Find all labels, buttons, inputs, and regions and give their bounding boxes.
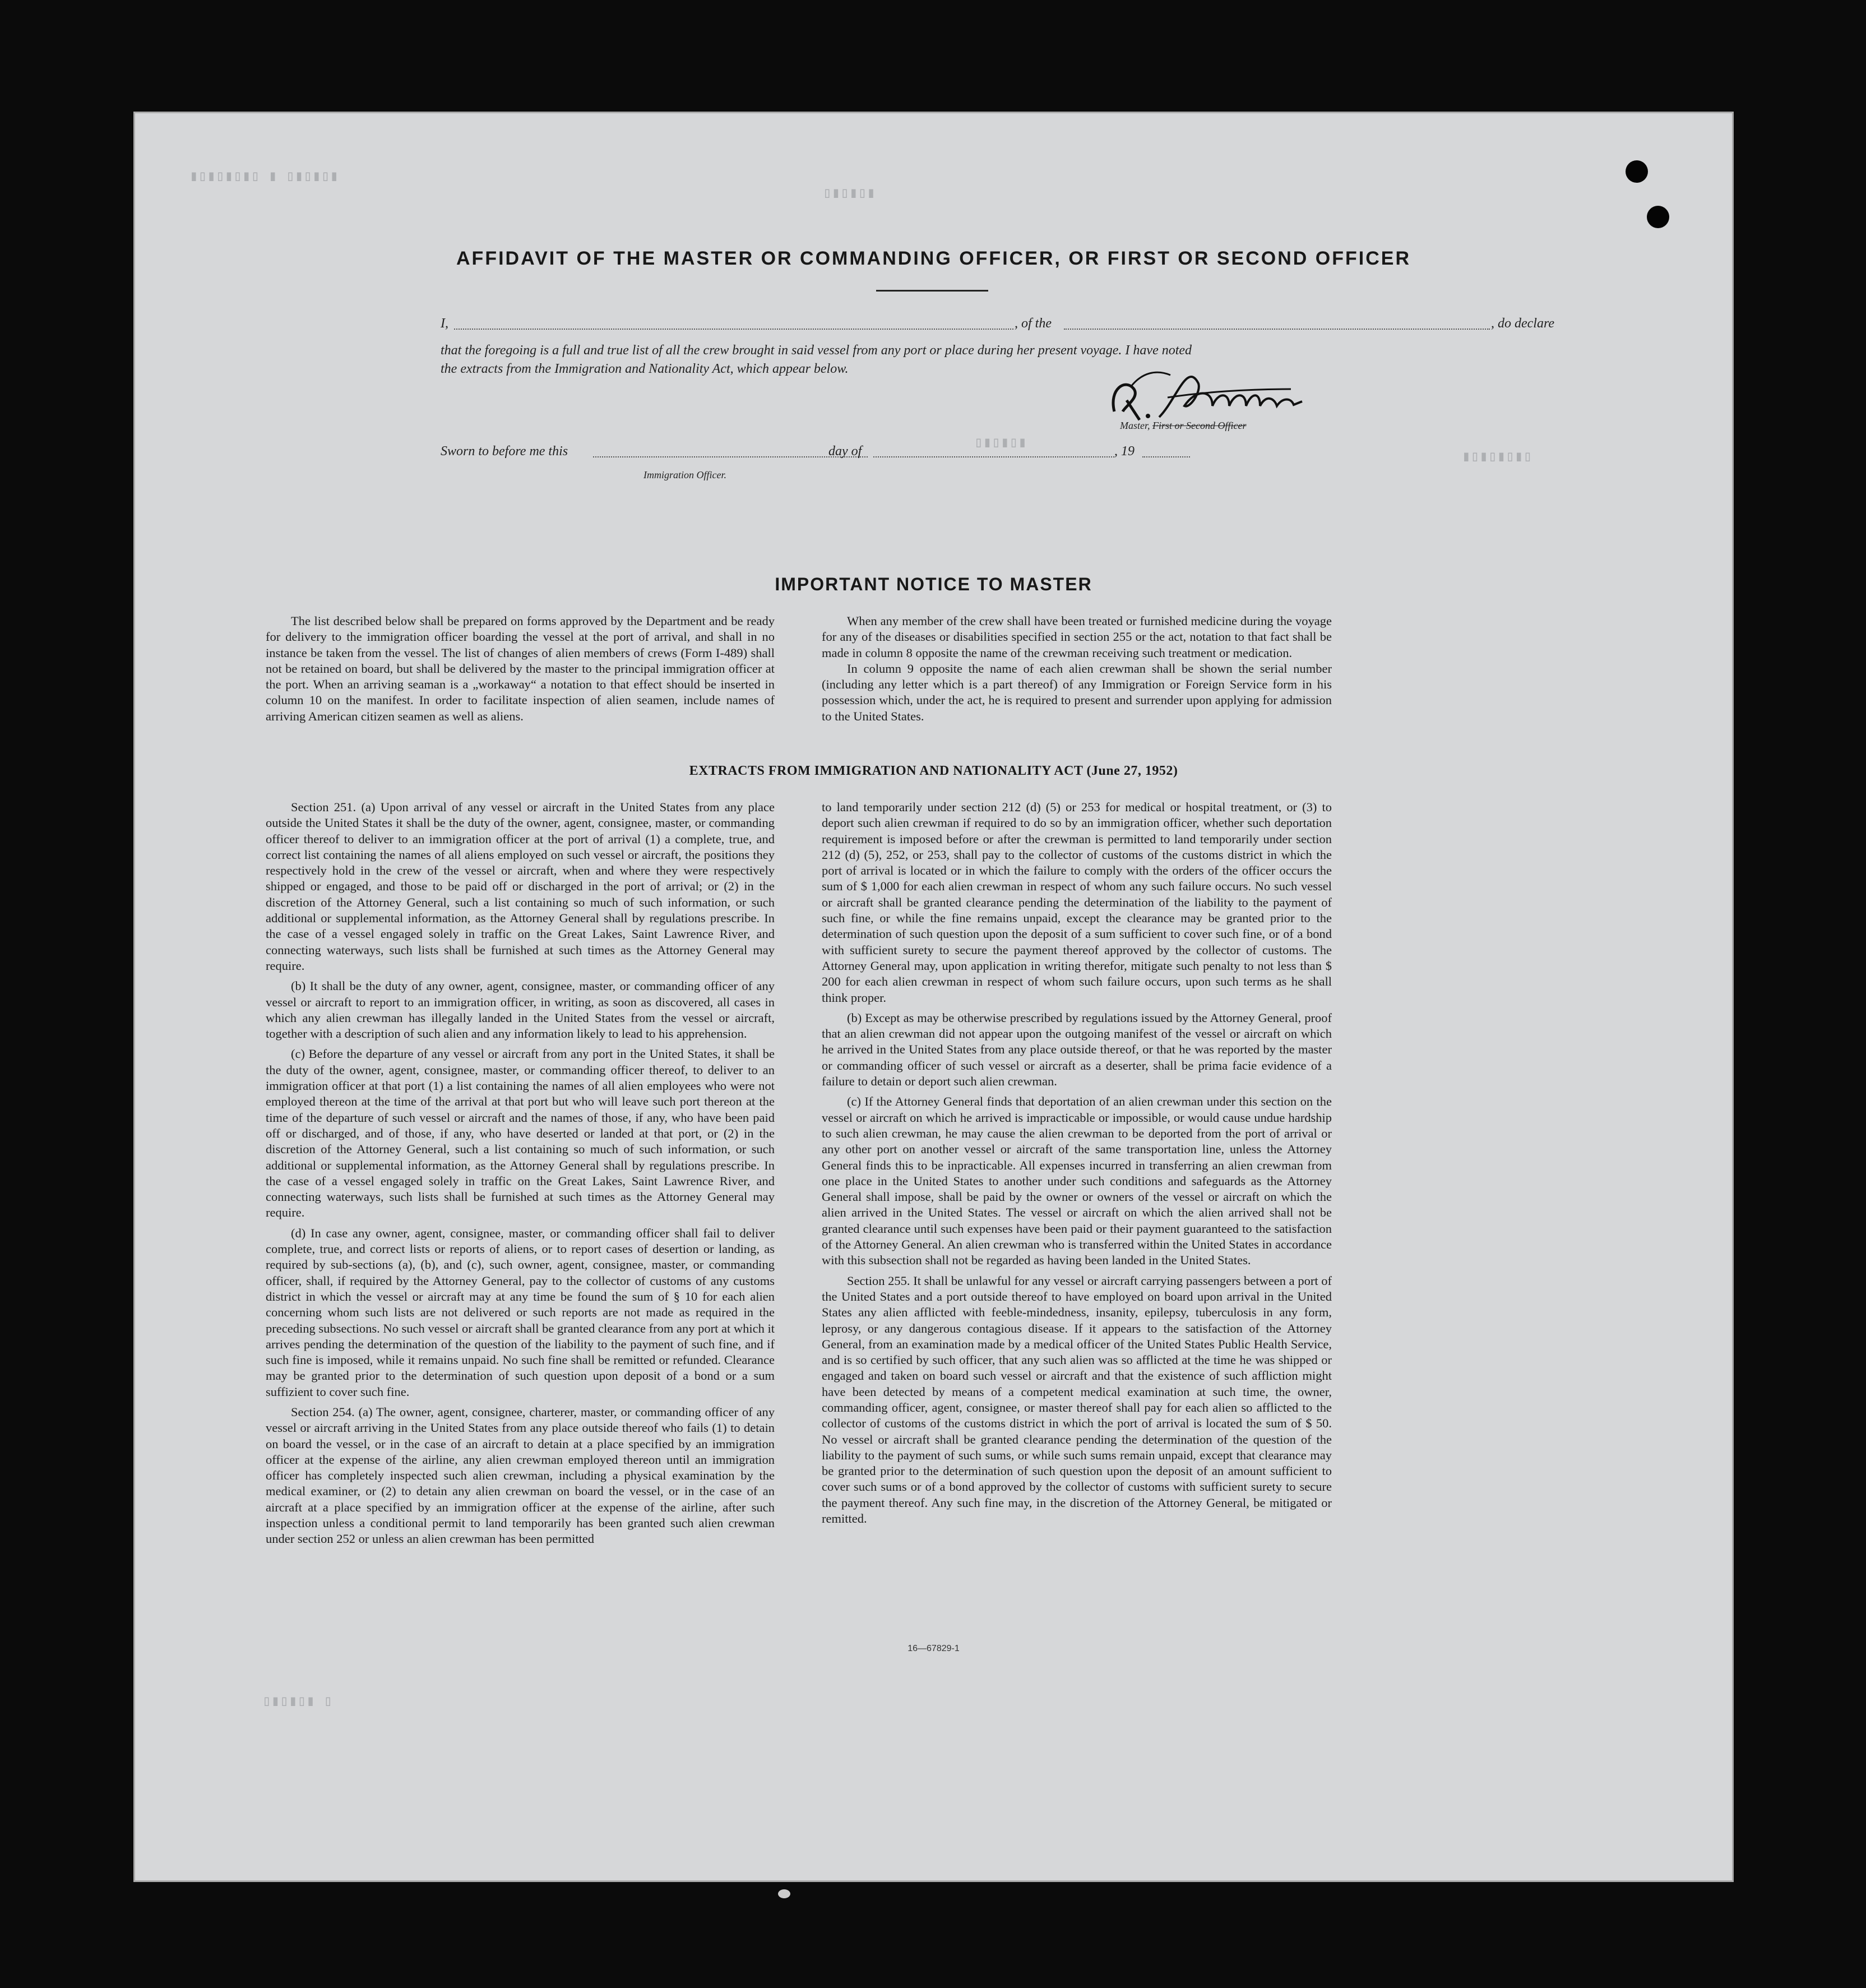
stray-mark [778,1889,790,1898]
day-of-label: day of [828,444,862,459]
sworn-label: Sworn to before me this [441,444,568,459]
section-254-c: (c) If the Attorney General finds that deportation of an alien crewman under this section on the vessel or aircraft on which he arrived is impracticable or impossible, or would cause undue hardship to such alien crewman, he may cause the alien crewman to be deported from the port of arrival or any other port on another vessel or aircraft of the same transportation line, unless the Attorney General finds this to be inpracticable. All expenses incurred in transferring an alien crewman from one place in the United States to another under such conditions and safeguards as the Attorney General shall impose, shall be paid by the owner or owners of the vessel or aircraft on which the alien arrived in the United States. The vessel or aircraft on which the alien arrived shall not be granted clearance until such expenses have been paid or their payment guaranteed to the satisfaction of the Attorney General. An alien crewman who is transferred within the United States in accordance with this subsection shall not be regarded as having been landed in the United States. [822,1094,1332,1268]
section-251-b: (b) It shall be the duty of any owner, agent, consignee, master, or commanding officer of any vessel or aircraft to report to an immigration officer, in writing, as soon as discovered, all cases in which any alien crewman has illegally landed in the United States from the vessel or aircraft, together with a description of such alien and any information likely to lead to his apprehension. [266,979,775,1041]
declare-label: , do declare [1491,316,1555,331]
section-254-a: Section 254. (a) The owner, agent, consignee, charterer, master, or commanding officer of any vessel or aircraft arriving in the United States from any place outside thereof who fails (1) to detain on board the vessel, or in the case of an aircraft to detain at a place specified by an immigration officer at the expense of the airline, any alien crewman employed thereon until an immigration officer has completely inspected such alien crewman, including a physical examination by the medical examiner, or (2) to detain any alien crewman on board the vessel, or in the case of an aircraft at a place specified by an immigration officer at the expense of the airline, after such inspection unless a conditional permit to land temporarily has been granted such alien crewman under section 252 or unless an alien crewman has been permitted [266,1404,775,1546]
extracts-left-column [266,799,775,1552]
day-field-line[interactable] [873,456,1114,457]
document-page [133,112,1734,1882]
affidavit-line-3: the extracts from the Immigration and Nationality Act, which appear below. [441,362,849,376]
affidavit-line-2: that the foregoing is a full and true list of all the crew brought in said vessel from any port or place during her present voyage. I have noted [441,343,1192,358]
notice-right-paragraph-2: In column 9 opposite the name of each alien crewman shall be shown the serial number (including any letter which is a part thereof) of any Immigration or Foreign Service form in his possession which, under the act, he is required to present and surrender upon applying for admission to the United States. [822,661,1332,723]
bleed-through-mark: ▯▮▯▮▯▮ [974,434,1027,451]
bleed-through-mark: ▮▯▮▯▮▯▮▯ ▮ ▯▮▯▮▯▮ [189,168,339,185]
section-251-a: Section 251. (a) Upon arrival of any vessel or aircraft in the United States from any place outside the United States it shall be the duty of the owner, agent, consignee, master, or commanding officer thereof to deliver to an immigration officer at the port of arrival (1) a complete, true, and correct list containing the names of all aliens employed on such vessel or aircraft, the positions they respectively hold in the crew of the vessel or aircraft, when and where they were respectively shipped or engaged, and those to be paid off or discharged in the port of arrival; or (2) in the discretion of the Attorney General, such a list containing so much of such information, or such additional or supplemental information, as the Attorney General shall by regulations prescribe. In the case of a vessel engaged solely in traffic on the Great Lakes, Saint Lawrence River, and connecting waterways, such lists shall be furnished at such times as the Attorney General may require. [266,800,775,973]
affidavit-title: AFFIDAVIT OF THE MASTER OR COMMANDING OFFICER, OR FIRST OR SECOND OFFICER [456,248,1411,269]
title-rule [876,290,988,292]
master-label: Master, First or Second Officer [1120,420,1247,431]
notice-left-column [266,613,775,729]
notice-right-paragraph-1: When any member of the crew shall have been treated or furnished medicine during the voyage for any of the diseases or disabilities specified in section 255 or the act, notation to that fact shall be made in column 8 opposite the name of the crewman receiving such treatment or medication. [822,614,1332,660]
handwritten-signature [1092,367,1316,428]
vessel-field-line[interactable] [1064,329,1490,330]
year-label: , 19 [1114,444,1135,459]
form-number: 16—67829-1 [907,1644,960,1653]
notice-right-column [822,613,1332,729]
name-field-line[interactable] [454,329,1013,330]
punch-hole [1647,206,1669,228]
extracts-title: EXTRACTS FROM IMMIGRATION AND NATIONALITY ACT (June 27, 1952) [689,764,1178,778]
struck-officer-label: First or Second Officer [1152,420,1247,431]
i-label: I, [441,316,448,331]
notice-left-paragraph: The list described below shall be prepared on forms approved by the Department and be ready for delivery to the immigration officer boarding the vessel at the port of arrival, and shall in no instance be taken from the vessel. The list of changes of alien members of crews (Form I-489) shall not be retained on board, but shall be delivered by the master to the principal immigration officer at the port. When an arriving seaman is a „workaway“ a notation to that effect should be inserted in column 10 on the manifest. In order to facilitate inspection of alien seamen, include names of arriving American citizen seamen as well as aliens. [266,614,775,723]
sworn-place-line[interactable] [593,456,868,457]
notice-title: IMPORTANT NOTICE TO MASTER [775,574,1092,594]
section-251-c: (c) Before the departure of any vessel or aircraft from any port in the United States, it shall be the duty of the owner, agent, consignee, master, or commanding officer thereof, to deliver to an immigration officer at that port (1) a list containing the names of all alien employees who were not employed thereon at the time of the arrival at that port but who will leave such port thereon at the time of the departure of such vessel or aircraft and the names of those, if any, who have been paid off or discharged, and of those, if any, who have deserted or landed at that port, or (2) in the discretion of the Attorney General, such a list containing so much of such information, or such additional or supplemental information, as the Attorney General shall by regulations prescribe. In the case of a vessel engaged solely in traffic on the Great Lakes, Saint Lawrence River, and connecting waterways, such lists shall be furnished at such times as the Attorney General may require. [266,1047,775,1220]
extracts-right-column [822,799,1332,1531]
section-251-d: (d) In case any owner, agent, consignee, master, or commanding officer shall fail to deliver complete, true, and correct lists or reports of aliens, or to report cases of desertion or landing, as required by sub-sections (a), (b), and (c), such owner, agent, consignee, master, or commanding officer, shall, if required by the Attorney General, pay to the collector of customs of any customs district in which the vessel or aircraft may at any time be found the sum of § 10 for each alien concerning whom such lists are not delivered or such reports are not made as required in the preceding subsections. No such vessel or aircraft shall be granted clearance from any port at which it arrives pending the determination of the question of the liability to the payment of such fine, and if such fine is imposed, while it remains unpaid. No such fine shall be remitted or refunded. Clearance may be granted prior to the determination of such question upon deposit of a bond or a sum suffizient to cover such fine. [266,1226,775,1399]
immigration-officer-label: Immigration Officer. [643,469,726,480]
section-254-b: (b) Except as may be otherwise prescribed by regulations issued by the Attorney General, proof that an alien crewman did not appear upon the outgoing manifest of the vessel or aircraft on which he arrived in the United States from any place outside thereof, or that he was reported by the master or commanding officer of such vessel or aircraft as a deserter, shall be prima facie evidence of a failure to detain or deport such alien crewman. [822,1010,1332,1089]
year-field-line[interactable] [1142,456,1190,457]
of-the-label: , of the [1015,316,1052,331]
bleed-through-mark: ▯▮▯▮▯▮ ▯ [262,1693,333,1710]
section-254-a-cont: to land temporarily under section 212 (d) (5) or 253 for medical or hospital treatment, or (3) to deport such alien crewman if required to do so by an immigration officer, whether such deportation requirement is imposed before or after the crewman is permitted to land temporarily under section 212 (d) (5), 252, or 253, shall pay to the collector of customs of the customs district in which the port of arrival is located or in which the failure to comply with the orders of the officer occurs the sum of $ 1,000 for each alien crewman in respect of whom any such failure occurs. No such vessel or aircraft shall be granted clearance pending the determination of the liability to the payment of such fine, or while the fine remains unpaid, except the clearance may be granted prior to the determination of such question upon the deposit of a sum sufficient to cover such fine, or of a bond with sufficient surety to secure the payment thereof approved by the collector of customs. The Attorney General may, upon application in writing therefor, mitigate such penalty to not less than $ 200 for each alien crewman in respect of whom such failure occurs, upon such terms as he shall think proper. [822,800,1332,1005]
punch-hole [1626,160,1648,183]
section-255: Section 255. It shall be unlawful for any vessel or aircraft carrying passengers between a port of the United States and a port outside thereof to have employed on board upon arrival in the United States any alien afflicted with feeble-mindedness, insanity, epilepsy, tuberculosis in any form, leprosy, or any dangerous contagious disease. If it appears to the satisfaction of the Attorney General, from an examination made by a medical officer of the United States Public Health Service, and is so certified by such officer, that any such alien was so afflicted at the time he was shipped or engaged and taken on board such vessel or aircraft and that the existence of such affliction might have been detected by means of a competent medical examination at such time, the owner, commanding officer, agent, consignee, or master thereof shall pay for each alien so afflicted to the collector of customs of the customs district in which the port of arrival is located the sum of $ 50. No vessel or aircraft shall be granted clearance pending the determination of the question of the liability to the payment of such sums, or while such sums remain unpaid, except that clearance may be granted prior to the determination of such question upon the deposit of an amount sufficient to cover such sums or of a bond approved by the collector of customs with sufficient surety to secure the payment thereof. Any such fine may, in the discretion of the Attorney General, be mitigated or remitted. [822,1273,1332,1526]
bleed-through-mark: ▮▯▮▯▮▯▮▯ [1462,449,1532,465]
bleed-through-mark: ▯▮▯▮▯▮ [823,185,876,202]
